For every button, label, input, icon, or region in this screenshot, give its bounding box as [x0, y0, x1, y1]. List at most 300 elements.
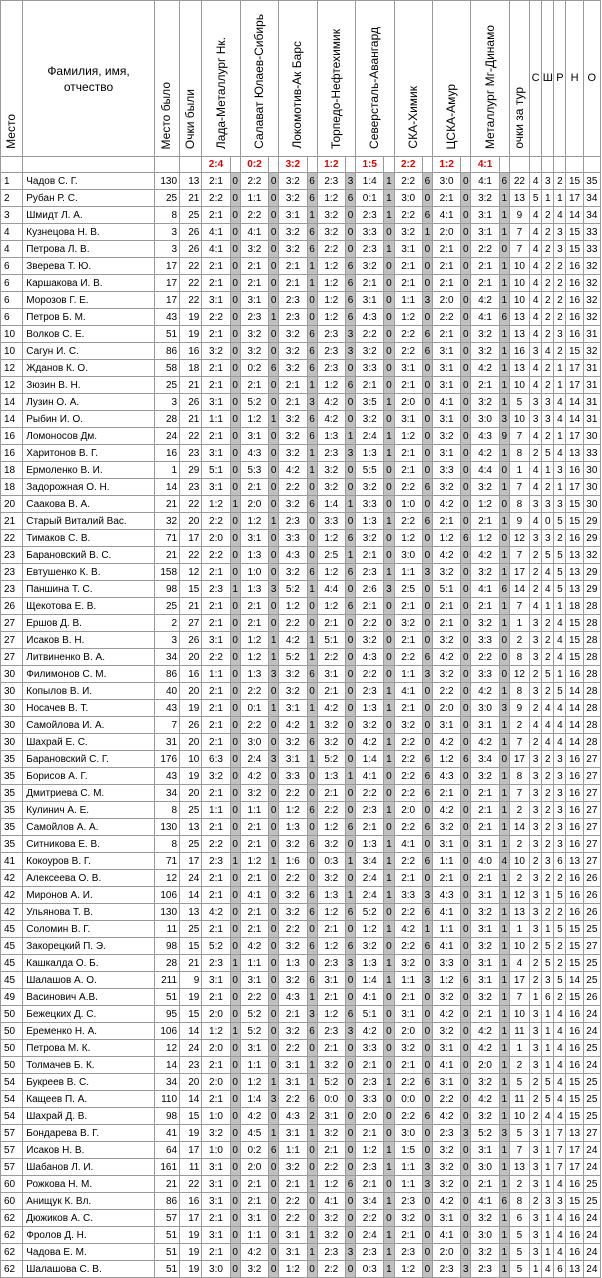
n-count-cell: 17: [566, 479, 583, 496]
table-row: [1, 496, 601, 513]
pred-6-cell: 2:2: [394, 649, 422, 666]
name-cell: Евтушенко К. В.: [23, 564, 155, 581]
pred-4-cell: 1:3: [317, 768, 345, 785]
pts-2-cell: 1: [269, 853, 279, 870]
o-total-cell: 31: [583, 394, 600, 411]
pts-3-cell: 0: [307, 1193, 317, 1210]
pred-6-cell: 1:0: [394, 496, 422, 513]
pts-5-cell: 0: [384, 598, 394, 615]
n-count-cell: 16: [566, 751, 583, 768]
match-header: СКА-Химик: [394, 1, 432, 157]
tour-points-cell: 8: [509, 496, 529, 513]
prev-points-cell: 19: [180, 1227, 202, 1244]
name-cell: Шабанов Л. И.: [23, 1159, 155, 1176]
pts-8-cell: 1: [499, 785, 509, 802]
pred-6-cell: 0:0: [394, 1091, 422, 1108]
pts-7-cell: 0: [461, 547, 471, 564]
prev-place-cell: 211: [154, 972, 179, 989]
pts-7-cell: 3: [461, 1261, 471, 1278]
pts-3-cell: 3: [307, 394, 317, 411]
prev-points-cell: 19: [180, 768, 202, 785]
pred-2-cell: 1:4: [240, 1091, 268, 1108]
pred-2-cell: 1:1: [240, 955, 268, 972]
pred-7-cell: 3:1: [432, 343, 460, 360]
pts-4-cell: 0: [345, 1057, 355, 1074]
pred-2-cell: 2:2: [240, 683, 268, 700]
prev-points-cell: 17: [180, 853, 202, 870]
pred-1-cell: 2:1: [202, 173, 230, 190]
n-count-cell: 15: [566, 1193, 583, 1210]
pred-7-cell: 2:1: [432, 785, 460, 802]
pred-7-cell: 1:1: [432, 921, 460, 938]
prev-place-cell: 28: [154, 955, 179, 972]
tour-points-cell: 13: [509, 360, 529, 377]
pts-1-cell: 0: [230, 1210, 240, 1227]
sh-count-cell: 1: [542, 1159, 554, 1176]
pred-8-cell: 3:1: [471, 224, 499, 241]
pred-4-cell: 2:2: [317, 1159, 345, 1176]
match-header: Торпедо-Нефтехимик: [317, 1, 355, 157]
pts-1-cell: 0: [230, 1006, 240, 1023]
sh-count-cell: 2: [542, 258, 554, 275]
pts-3-cell: 1: [307, 581, 317, 598]
place-cell: 42: [1, 870, 23, 887]
pts-1-cell: 1: [230, 1023, 240, 1040]
pred-1-cell: 2:2: [202, 309, 230, 326]
o-total-cell: 25: [583, 1176, 600, 1193]
name-cell: Тимаков С. В.: [23, 530, 155, 547]
s-count-cell: 4: [530, 292, 542, 309]
prev-points-cell: 17: [180, 1210, 202, 1227]
place-cell: 14: [1, 394, 23, 411]
n-count-cell: 16: [566, 870, 583, 887]
pts-7-cell: 0: [461, 224, 471, 241]
n-count-cell: 15: [566, 632, 583, 649]
sh-count-cell: 4: [542, 1261, 554, 1278]
name-cell: Соломин В. Г.: [23, 921, 155, 938]
prev-place-cell: 51: [154, 1227, 179, 1244]
pts-8-cell: 1: [499, 836, 509, 853]
pred-7-cell: 2:0: [432, 1244, 460, 1261]
pts-5-cell: 1: [384, 1244, 394, 1261]
name-cell: Толмачев Б. К.: [23, 1057, 155, 1074]
tour-points-cell: 13: [509, 904, 529, 921]
standings-body: [1, 173, 601, 1278]
pred-1-cell: 2:1: [202, 615, 230, 632]
tour-points-cell: 14: [509, 819, 529, 836]
pred-1-cell: 2:1: [202, 887, 230, 904]
pts-1-cell: 0: [230, 1159, 240, 1176]
pred-4-cell: 2:2: [317, 649, 345, 666]
pred-5-cell: 1:3: [356, 445, 384, 462]
pts-1-cell: 0: [230, 1074, 240, 1091]
pts-2-cell: 0: [269, 1193, 279, 1210]
pred-7-cell: 3:2: [432, 1142, 460, 1159]
pts-2-cell: 1: [269, 649, 279, 666]
pts-4-cell: 0: [345, 1159, 355, 1176]
pts-8-cell: 1: [499, 343, 509, 360]
pts-8-cell: 1: [499, 224, 509, 241]
place-cell: 42: [1, 887, 23, 904]
pred-4-cell: 1:2: [317, 377, 345, 394]
prev-points-cell: 19: [180, 1125, 202, 1142]
pred-8-cell: 3:2: [471, 989, 499, 1006]
pts-3-cell: 6: [307, 938, 317, 955]
pts-5-cell: 0: [384, 479, 394, 496]
pts-8-cell: 1: [499, 1244, 509, 1261]
pts-6-cell: 0: [422, 581, 432, 598]
pred-7-cell: 4:2: [432, 1006, 460, 1023]
r-count-cell: 5: [554, 547, 566, 564]
pts-5-cell: 1: [384, 207, 394, 224]
pred-8-cell: 3:0: [471, 700, 499, 717]
table-row: [1, 819, 601, 836]
pts-1-cell: 0: [230, 1142, 240, 1159]
pred-7-cell: 2:1: [432, 615, 460, 632]
pts-1-cell: 1: [230, 496, 240, 513]
pred-3-cell: 3:2: [279, 904, 307, 921]
n-count-cell: 17: [566, 1142, 583, 1159]
o-total-cell: 24: [583, 1023, 600, 1040]
sh-count-cell: 1: [542, 1040, 554, 1057]
s-count-cell: 1: [530, 1261, 542, 1278]
prev-points-cell: 29: [180, 462, 202, 479]
s-count-cell: 3: [530, 802, 542, 819]
n-count-cell: 18: [566, 598, 583, 615]
pts-4-cell: 0: [345, 615, 355, 632]
pts-6-cell: 6: [422, 479, 432, 496]
pts-7-cell: 6: [461, 530, 471, 547]
pred-1-cell: 2:1: [202, 683, 230, 700]
pred-7-cell: 4:2: [432, 547, 460, 564]
r-count-cell: 4: [554, 1176, 566, 1193]
r-count-cell: 6: [554, 853, 566, 870]
r-count-cell: 4: [554, 1023, 566, 1040]
prev-place-cell: 21: [154, 496, 179, 513]
pred-8-cell: 5:2: [471, 1125, 499, 1142]
pred-2-cell: 3:2: [240, 343, 268, 360]
prev-points-cell: 22: [180, 1176, 202, 1193]
sh-count-cell: 3: [542, 530, 554, 547]
pred-8-cell: 3:2: [471, 190, 499, 207]
pred-7-cell: 3:2: [432, 479, 460, 496]
tour-points-cell: 10: [509, 1006, 529, 1023]
pts-8-cell: 0: [499, 649, 509, 666]
pts-3-cell: 0: [307, 292, 317, 309]
pts-3-cell: 6: [307, 1023, 317, 1040]
o-total-cell: 29: [583, 564, 600, 581]
sh-count-cell: 6: [542, 989, 554, 1006]
pts-6-cell: 3: [422, 666, 432, 683]
pts-1-cell: 1: [230, 955, 240, 972]
s-count-cell: 3: [530, 751, 542, 768]
pred-8-cell: 4:2: [471, 1040, 499, 1057]
sh-header: Ш: [542, 1, 554, 157]
pts-7-cell: 6: [461, 972, 471, 989]
pred-8-cell: 2:1: [471, 1006, 499, 1023]
pts-4-cell: 0: [345, 360, 355, 377]
n-count-cell: 15: [566, 496, 583, 513]
table-row: [1, 1091, 601, 1108]
pts-1-cell: 0: [230, 309, 240, 326]
prev-points-cell: 26: [180, 717, 202, 734]
pred-5-cell: 3:3: [356, 1091, 384, 1108]
place-cell: 22: [1, 530, 23, 547]
pts-4-cell: 3: [345, 1244, 355, 1261]
pts-6-cell: 6: [422, 819, 432, 836]
pts-7-cell: 0: [461, 802, 471, 819]
pts-7-cell: 0: [461, 462, 471, 479]
pts-5-cell: 0: [384, 904, 394, 921]
pts-1-cell: 0: [230, 394, 240, 411]
o-total-cell: 27: [583, 836, 600, 853]
match-header: Локомотив-Ак Барс: [279, 1, 317, 157]
pred-2-cell: 1:2: [240, 853, 268, 870]
pred-3-cell: 3:1: [279, 1244, 307, 1261]
pred-7-cell: 2:1: [432, 870, 460, 887]
sh-count-cell: 4: [542, 1108, 554, 1125]
pred-8-cell: 3:0: [471, 411, 499, 428]
pts-1-cell: 0: [230, 190, 240, 207]
prev-place-cell: 17: [154, 258, 179, 275]
pts-4-cell: 0: [345, 224, 355, 241]
r-count-cell: 1: [554, 377, 566, 394]
r-count-cell: 3: [554, 496, 566, 513]
n-count-cell: 16: [566, 275, 583, 292]
pts-5-cell: 0: [384, 819, 394, 836]
r-count-cell: 4: [554, 1108, 566, 1125]
pred-1-cell: 3:2: [202, 343, 230, 360]
sh-count-cell: 3: [542, 496, 554, 513]
pred-5-cell: 2:4: [356, 870, 384, 887]
pred-3-cell: 3:2: [279, 224, 307, 241]
table-row: [1, 173, 601, 190]
tour-points-cell: 13: [509, 1159, 529, 1176]
prev-place-cell: 158: [154, 564, 179, 581]
pred-4-cell: 1:2: [317, 1006, 345, 1023]
pts-2-cell: 0: [269, 241, 279, 258]
pred-2-cell: 1:3: [240, 547, 268, 564]
pts-4-cell: 0: [345, 921, 355, 938]
pts-5-cell: 0: [384, 785, 394, 802]
pred-6-cell: 2:2: [394, 343, 422, 360]
pred-5-cell: 1:4: [356, 972, 384, 989]
pts-4-cell: 0: [345, 394, 355, 411]
pred-7-cell: 2:3: [432, 1261, 460, 1278]
s-count-cell: 3: [530, 1176, 542, 1193]
pts-1-cell: 0: [230, 666, 240, 683]
r-count-cell: 7: [554, 1125, 566, 1142]
name-cell: Кузнецова Н. В.: [23, 224, 155, 241]
place-cell: 10: [1, 326, 23, 343]
pred-3-cell: 4:3: [279, 547, 307, 564]
table-row: [1, 377, 601, 394]
r-count-cell: 2: [554, 309, 566, 326]
name-cell: Носачев В. Т.: [23, 700, 155, 717]
prev-place-cell: 25: [154, 377, 179, 394]
r-count-cell: 3: [554, 785, 566, 802]
s-count-cell: 3: [530, 632, 542, 649]
tour-points-cell: 2: [509, 717, 529, 734]
pred-5-cell: 3:2: [356, 717, 384, 734]
pred-4-cell: 2:1: [317, 683, 345, 700]
n-count-cell: 16: [566, 1244, 583, 1261]
pred-8-cell: 3:2: [471, 1108, 499, 1125]
pts-5-cell: 0: [384, 530, 394, 547]
n-count-cell: 16: [566, 666, 583, 683]
name-cell: Ломоносов Дм.: [23, 428, 155, 445]
pred-5-cell: 4:3: [356, 649, 384, 666]
match-result: 4:1: [471, 157, 499, 173]
sh-count-cell: 2: [542, 785, 554, 802]
table-row: [1, 1261, 601, 1278]
pts-3-cell: 1: [307, 649, 317, 666]
pts-8-cell: 1: [499, 1261, 509, 1278]
pts-3-cell: 1: [307, 1125, 317, 1142]
pts-6-cell: 0: [422, 802, 432, 819]
pts-1-cell: 0: [230, 921, 240, 938]
prev-points-cell: 22: [180, 258, 202, 275]
pts-2-cell: 0: [269, 938, 279, 955]
pts-2-cell: 0: [269, 275, 279, 292]
pts-8-cell: 1: [499, 207, 509, 224]
pts-1-cell: 0: [230, 904, 240, 921]
pred-2-cell: 3:2: [240, 785, 268, 802]
pred-4-cell: 5:2: [317, 751, 345, 768]
pred-6-cell: 2:2: [394, 819, 422, 836]
pts-1-cell: 0: [230, 683, 240, 700]
pred-7-cell: 4:2: [432, 1193, 460, 1210]
pred-3-cell: 3:2: [279, 938, 307, 955]
r-count-cell: 3: [554, 768, 566, 785]
n-count-cell: 16: [566, 462, 583, 479]
name-cell: Ершов Д. В.: [23, 615, 155, 632]
prev-points-cell: 11: [180, 1159, 202, 1176]
s-count-cell: 3: [530, 870, 542, 887]
pts-5-cell: 1: [384, 428, 394, 445]
pts-1-cell: 0: [230, 768, 240, 785]
pred-5-cell: 4:2: [356, 1023, 384, 1040]
pred-1-cell: 3:1: [202, 1227, 230, 1244]
name-header: Фамилия, имя, отчество: [23, 1, 155, 157]
pred-5-cell: 2:4: [356, 1227, 384, 1244]
pts-1-cell: 0: [230, 479, 240, 496]
pts-8-cell: 1: [499, 819, 509, 836]
pred-8-cell: 3:2: [471, 1210, 499, 1227]
pts-7-cell: 0: [461, 989, 471, 1006]
n-count-cell: 17: [566, 1159, 583, 1176]
prev-place-cell: 71: [154, 530, 179, 547]
pred-2-cell: 4:2: [240, 768, 268, 785]
pred-6-cell: 2:1: [394, 1057, 422, 1074]
r-count-cell: 3: [554, 836, 566, 853]
pts-7-cell: 0: [461, 513, 471, 530]
pred-1-cell: 2:1: [202, 428, 230, 445]
pts-4-cell: 0: [345, 802, 355, 819]
pred-8-cell: 2:1: [471, 785, 499, 802]
pts-6-cell: 0: [422, 1091, 432, 1108]
pts-3-cell: 0: [307, 309, 317, 326]
pts-6-cell: 0: [422, 1193, 432, 1210]
pred-1-cell: 2:1: [202, 700, 230, 717]
pred-4-cell: 2:3: [317, 173, 345, 190]
pts-4-cell: 0: [345, 1125, 355, 1142]
n-count-cell: 17: [566, 360, 583, 377]
pts-6-cell: 0: [422, 1040, 432, 1057]
n-count-cell: 16: [566, 1006, 583, 1023]
r-count-cell: 1: [554, 479, 566, 496]
o-total-cell: 24: [583, 1006, 600, 1023]
sh-count-cell: 1: [542, 1057, 554, 1074]
name-cell: Самойлова И. А.: [23, 717, 155, 734]
table-row: [1, 972, 601, 989]
pred-8-cell: 4:1: [471, 1193, 499, 1210]
pts-8-cell: 1: [499, 717, 509, 734]
pts-7-cell: 0: [461, 581, 471, 598]
pred-4-cell: 2:2: [317, 802, 345, 819]
o-total-cell: 27: [583, 853, 600, 870]
pred-3-cell: 1:2: [279, 802, 307, 819]
pts-4-cell: 3: [345, 445, 355, 462]
o-total-cell: 30: [583, 462, 600, 479]
r-count-cell: 3: [554, 241, 566, 258]
pts-3-cell: 1: [307, 1057, 317, 1074]
table-row: [1, 666, 601, 683]
pred-6-cell: 3:0: [394, 190, 422, 207]
prev-points-cell: 21: [180, 598, 202, 615]
prev-points-cell: 20: [180, 683, 202, 700]
name-cell: Фролов Д. Н.: [23, 1227, 155, 1244]
pred-6-cell: 1:2: [394, 1261, 422, 1278]
pred-2-cell: 2:1: [240, 921, 268, 938]
prev-place-cell: 51: [154, 326, 179, 343]
prev-points-cell: 15: [180, 1006, 202, 1023]
n-count-cell: 15: [566, 513, 583, 530]
pts-3-cell: 0: [307, 955, 317, 972]
name-cell: Петров Б. М.: [23, 309, 155, 326]
prev-place-cell: 8: [154, 207, 179, 224]
pts-4-cell: 0: [345, 632, 355, 649]
prev-place-cell: 106: [154, 1023, 179, 1040]
s-count-cell: 3: [530, 411, 542, 428]
pred-1-cell: 6:3: [202, 751, 230, 768]
pred-4-cell: 3:2: [317, 1057, 345, 1074]
pred-7-cell: 3:2: [432, 1159, 460, 1176]
table-row: [1, 802, 601, 819]
o-total-cell: 28: [583, 700, 600, 717]
pred-2-cell: 3:2: [240, 1261, 268, 1278]
pred-3-cell: 3:2: [279, 241, 307, 258]
name-cell: Кащеев П. А.: [23, 1091, 155, 1108]
s-count-cell: 4: [530, 462, 542, 479]
pred-5-cell: 2:1: [356, 1176, 384, 1193]
pred-7-cell: 2:1: [432, 598, 460, 615]
sh-count-cell: 3: [542, 972, 554, 989]
pts-1-cell: 0: [230, 802, 240, 819]
pred-3-cell: 3:2: [279, 190, 307, 207]
pred-4-cell: 1:2: [317, 1176, 345, 1193]
s-count-cell: 3: [530, 1142, 542, 1159]
pred-3-cell: 4:2: [279, 632, 307, 649]
pts-1-cell: 0: [230, 819, 240, 836]
pred-6-cell: 2:1: [394, 598, 422, 615]
tour-points-cell: 10: [509, 411, 529, 428]
tour-points-cell: 1: [509, 462, 529, 479]
tour-points-cell: 2: [509, 836, 529, 853]
pts-7-cell: 0: [461, 700, 471, 717]
tour-points-cell: 6: [509, 1210, 529, 1227]
r-count-cell: 5: [554, 887, 566, 904]
